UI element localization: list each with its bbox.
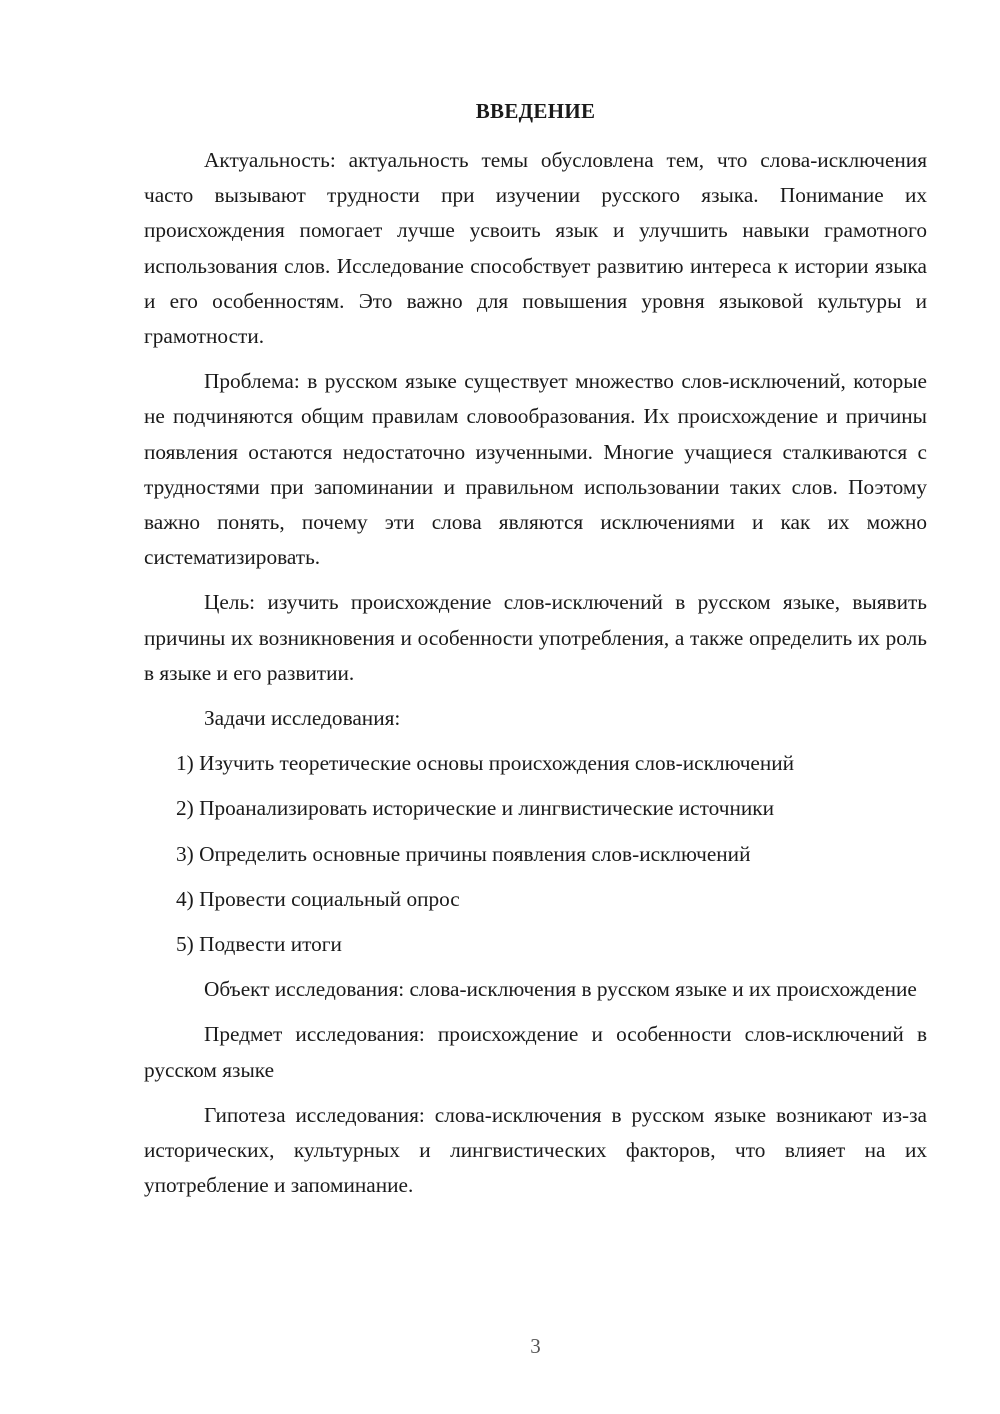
relevance-paragraph: Актуальность: актуальность темы обусловлена тем, что слова-исключения часто вызывают трудности при изучении русского языка. Понимание их происхождения помогает лучше усвоить язык и улучшить навыки грамотного использования слов. Исследование способствует развитию интереса к истории языка и его особенностям. Это важно для повышения уровня языковой культуры и грамотности. (144, 148, 927, 349)
tasks-intro: Задачи исследования: (204, 706, 401, 731)
goal-paragraph: Цель: изучить происхождение слов-исключений в русском языке, выявить причины их возникновения и особенности употребления, а также определить их роль в языке и его развитии. (144, 590, 927, 685)
task-item: 3) Определить основные причины появления слов-исключений (176, 841, 751, 866)
tasks-list (144, 746, 927, 962)
page-number: 3 (530, 1334, 541, 1358)
problem-paragraph: Проблема: в русском языке существует множество слов-исключений, которые не подчиняются общим правилам словообразования. Их происхождение и причины появления остаются недостаточно изученными. Многие учащиеся сталкиваются с трудностями при запоминании и правильном использовании таких слов. Поэтому важно понять, почему эти слова являются исключениями и как их можно систематизировать. (144, 369, 927, 570)
subject-paragraph: Предмет исследования: происхождение и особенности слов-исключений в русском языке (144, 1022, 927, 1082)
task-item: 2) Проанализировать исторические и лингвистические источники (176, 796, 774, 821)
hypothesis-paragraph: Гипотеза исследования: слова-исключения в русском языке возникают из-за исторических, культурных и лингвистических факторов, что влияет на их употребление и запоминание. (144, 1102, 927, 1198)
task-item: 4) Провести социальный опрос (176, 886, 460, 911)
document-page (144, 0, 927, 1414)
task-item: 1) Изучить теоретические основы происхождения слов-исключений (176, 751, 795, 776)
object-paragraph: Объект исследования: слова-исключения в русском языке и их происхождение (204, 977, 917, 1002)
task-item: 5) Подвести итоги (176, 932, 342, 957)
section-heading: ВВЕДЕНИЕ (475, 99, 596, 123)
document-body (144, 143, 927, 1213)
